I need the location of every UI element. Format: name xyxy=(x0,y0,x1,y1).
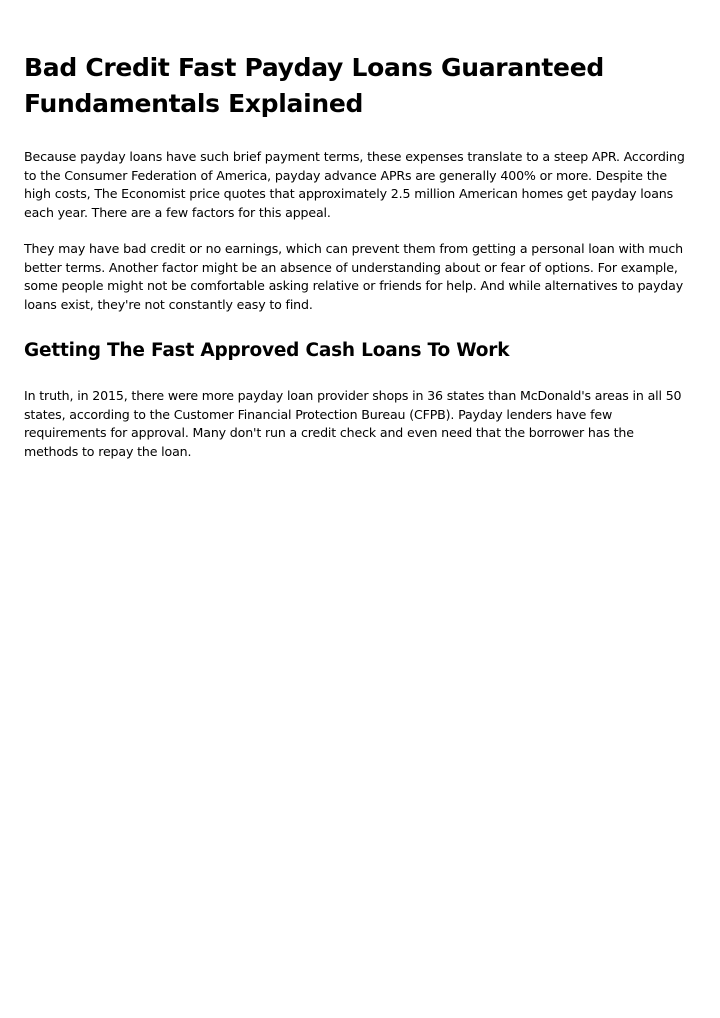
page-title: Bad Credit Fast Payday Loans Guaranteed Fundamentals Explained xyxy=(24,53,604,118)
body-paragraph: They may have bad credit or no earnings, which can prevent them from getting a personal loan with much better terms. Another factor might be an absence of understanding about or fear of options. For example, some people might not be comfortable asking relative or friends for help. And while alternatives to payday loans exist, they're not constantly easy to find. xyxy=(24,241,683,312)
section-heading: Getting The Fast Approved Cash Loans To Work xyxy=(24,340,510,361)
section-paragraph: In truth, in 2015, there were more payday loan provider shops in 36 states than McDonald's areas in all 50 states, according to the Customer Financial Protection Bureau (CFPB). Payday lenders have few requirements for approval. Many don't run a credit check and even need that the borrower has the methods to repay the loan. xyxy=(24,388,682,459)
intro-paragraph: Because payday loans have such brief payment terms, these expenses translate to a steep APR. According to the Consumer Federation of America, payday advance APRs are generally 400% or more. Despite the high costs, The Economist price quotes that approximately 2.5 million American homes get payday loans each year. There are a few factors for this appeal. xyxy=(24,149,685,220)
document-page xyxy=(24,50,690,461)
